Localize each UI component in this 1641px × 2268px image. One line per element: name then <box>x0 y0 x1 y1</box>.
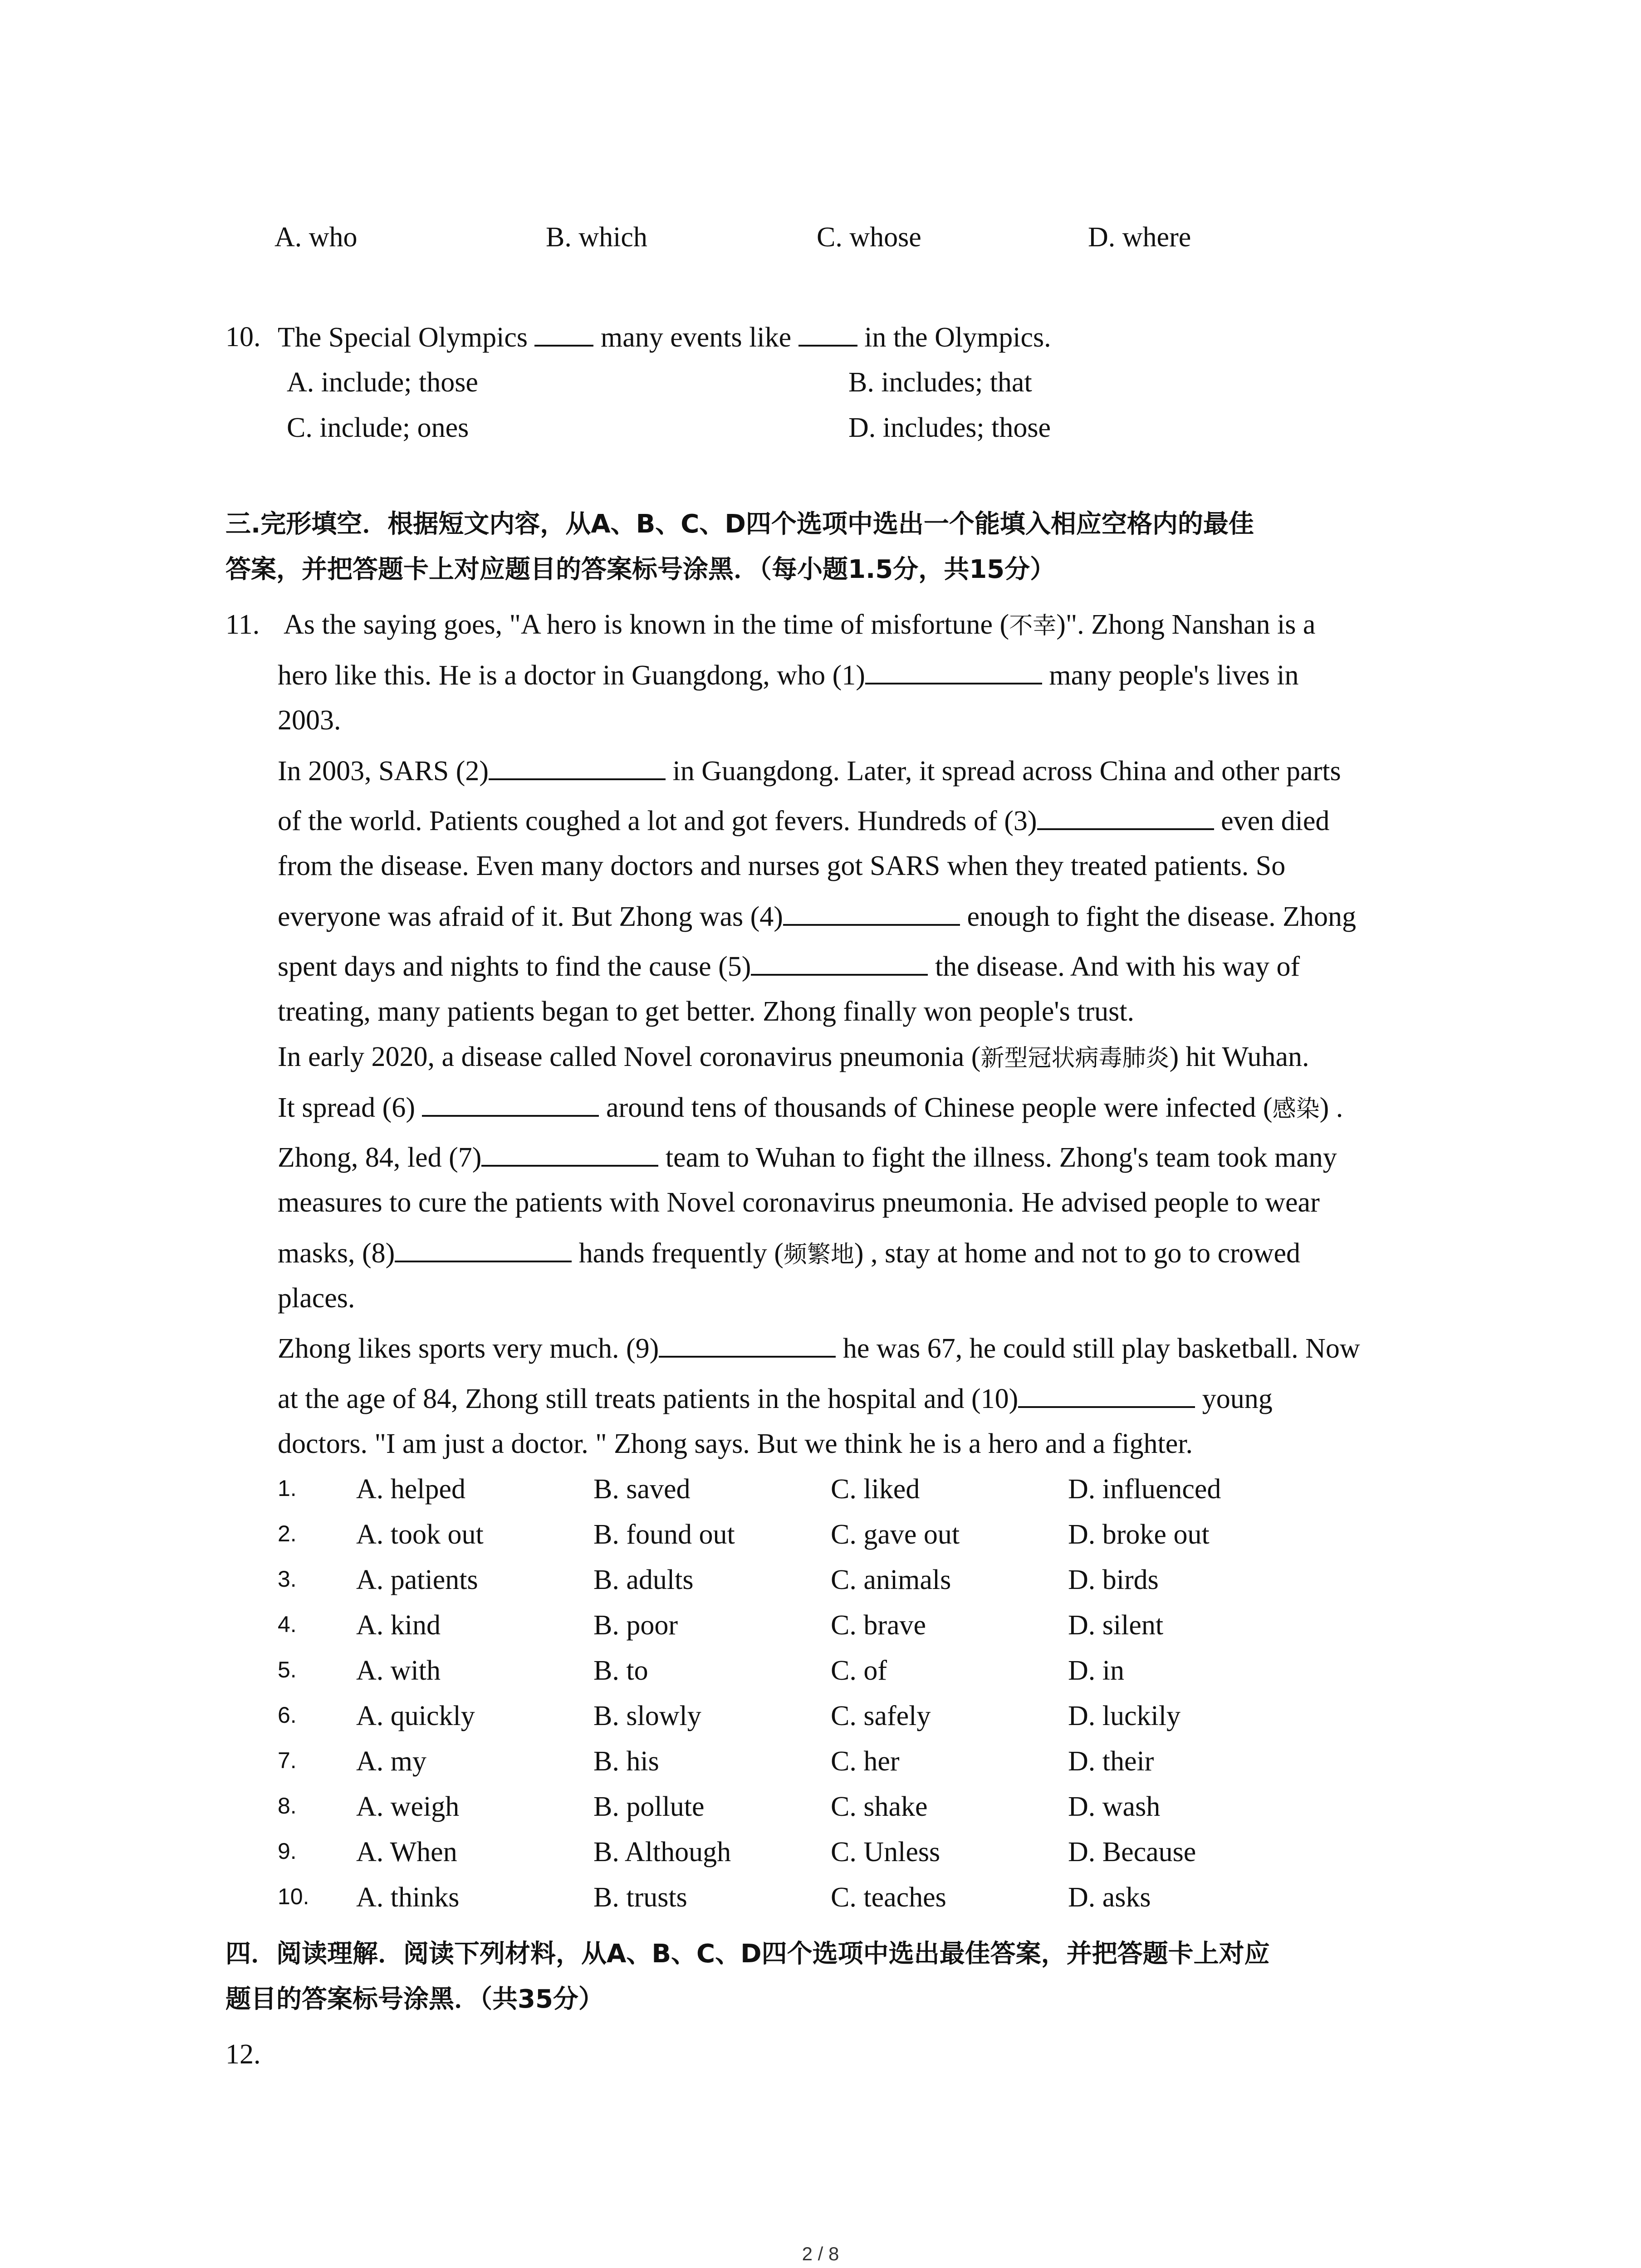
blank-5 <box>751 952 928 976</box>
section-4-heading-line-1: 四．阅读理解．阅读下列材料，从A、B、C、D四个选项中选出最佳答案，并把答题卡上对应 <box>225 1939 1270 1969</box>
passage-line-10: In early 2020, a disease called Novel coronavirus pneumonia (新型冠状病毒肺炎) hit Wuhan. <box>278 1041 1309 1072</box>
q10-text-2: many events like <box>600 322 792 353</box>
choice-option-d: D. birds <box>1068 1564 1159 1595</box>
passage-line-13: measures to cure the patients with Novel coronavirus pneumonia. He advised people to wear <box>278 1187 1320 1218</box>
passage-line-11: It spread (6) around tens of thousands of Chinese people were infected (感染) . <box>278 1092 1343 1123</box>
choice-option-b: B. to <box>593 1655 648 1686</box>
choice-option-a: A. my <box>356 1746 426 1777</box>
choice-option-b: B. trusts <box>593 1882 687 1913</box>
choice-number: 4. <box>278 1612 297 1637</box>
choice-option-b: B. poor <box>593 1610 678 1641</box>
choice-number: 1. <box>278 1476 297 1501</box>
passage-line-5: of the world. Patients coughed a lot and got fevers. Hundreds of (3) even died <box>278 806 1330 836</box>
q10-text-3: in the Olympics. <box>864 322 1051 353</box>
blank-10 <box>1018 1384 1195 1408</box>
choice-option-d: D. luckily <box>1068 1701 1181 1731</box>
passage-line-17: at the age of 84, Zhong still treats patients in the hospital and (10) young <box>278 1383 1273 1414</box>
q10-text-1: The Special Olympics <box>278 322 528 353</box>
blank-9 <box>659 1334 836 1358</box>
q10-option-c: C. include; ones <box>287 412 469 443</box>
passage-line-8: spent days and nights to find the cause (5) the disease. And with his way of <box>278 951 1300 982</box>
choice-number: 3. <box>278 1566 297 1592</box>
choice-number: 10. <box>278 1884 309 1909</box>
blank-6 <box>422 1093 599 1117</box>
choice-option-d: D. their <box>1068 1746 1154 1777</box>
passage-line-1: As the saying goes, "A hero is known in the time of misfortune (不幸)". Zhong Nanshan is a <box>284 609 1316 640</box>
section-3-heading-line-2: 答案，并把答题卡上对应题目的答案标号涂黑．（每小题1.5分，共15分） <box>225 555 1056 584</box>
choice-option-b: B. his <box>593 1746 659 1777</box>
choice-option-c: C. gave out <box>831 1519 960 1550</box>
choice-option-a: A. patients <box>356 1564 478 1595</box>
section-3-heading-line-1: 三.完形填空．根据短文内容，从A、B、C、D四个选项中选出一个能填入相应空格内的最佳 <box>225 509 1254 539</box>
blank-7 <box>481 1143 658 1167</box>
choice-option-b: B. pollute <box>593 1791 705 1822</box>
q10-option-d: D. includes; those <box>848 412 1051 443</box>
choice-option-a: A. with <box>356 1655 441 1686</box>
blank-1 <box>865 661 1042 684</box>
q10-option-b: B. includes; that <box>848 367 1032 398</box>
blank-4 <box>783 902 960 926</box>
choice-number: 2. <box>278 1521 297 1546</box>
passage-line-3: 2003. <box>278 705 341 736</box>
passage-line-18: doctors. "I am just a doctor. " Zhong says. But we think he is a hero and a fighter. <box>278 1428 1193 1459</box>
passage-line-14: masks, (8) hands frequently (频繁地) , stay at home and not to go to crowed <box>278 1238 1301 1269</box>
choice-option-c: C. teaches <box>831 1882 946 1913</box>
passage-line-7: everyone was afraid of it. But Zhong was (4) enough to fight the disease. Zhong <box>278 901 1356 932</box>
q9-option-b: B. which <box>546 222 647 253</box>
choice-option-c: C. safely <box>831 1701 931 1731</box>
choice-option-c: C. Unless <box>831 1837 941 1867</box>
choice-option-b: B. Although <box>593 1837 731 1867</box>
question-11-number: 11. <box>225 609 260 640</box>
passage-line-4: In 2003, SARS (2) in Guangdong. Later, it spread across China and other parts <box>278 756 1341 787</box>
choice-option-a: A. thinks <box>356 1882 460 1913</box>
blank-2 <box>489 757 666 780</box>
choice-option-a: A. When <box>356 1837 457 1867</box>
choice-option-a: A. helped <box>356 1474 466 1505</box>
choice-option-b: B. adults <box>593 1564 694 1595</box>
choice-option-b: B. found out <box>593 1519 735 1550</box>
section-4-heading-line-2: 题目的答案标号涂黑．（共35分） <box>225 1984 604 2014</box>
choice-option-d: D. influenced <box>1068 1474 1221 1505</box>
choice-option-a: A. quickly <box>356 1701 475 1731</box>
q10-blank-2 <box>798 323 857 347</box>
page-number: 2 / 8 <box>802 2243 839 2264</box>
choice-number: 8. <box>278 1793 297 1818</box>
choice-option-a: A. kind <box>356 1610 441 1641</box>
passage-line-9: treating, many patients began to get better. Zhong finally won people's trust. <box>278 996 1134 1027</box>
q9-option-d: D. where <box>1088 222 1191 253</box>
question-10-number: 10. <box>225 322 261 352</box>
choice-option-c: C. her <box>831 1746 900 1777</box>
choice-option-d: D. Because <box>1068 1837 1196 1867</box>
passage-line-2: hero like this. He is a doctor in Guangdong, who (1) many people's lives in <box>278 660 1299 691</box>
choice-option-b: B. slowly <box>593 1701 701 1731</box>
q10-blank-1 <box>534 323 593 347</box>
q10-option-a: A. include; those <box>287 367 478 398</box>
choice-option-c: C. brave <box>831 1610 926 1641</box>
choice-number: 5. <box>278 1657 297 1682</box>
question-12-number: 12. <box>225 2039 261 2070</box>
choice-option-b: B. saved <box>593 1474 691 1505</box>
choice-number: 9. <box>278 1838 297 1864</box>
choice-number: 6. <box>278 1702 297 1728</box>
passage-line-6: from the disease. Even many doctors and nurses got SARS when they treated patients. So <box>278 850 1286 881</box>
choice-option-a: A. weigh <box>356 1791 460 1822</box>
choice-option-d: D. asks <box>1068 1882 1151 1913</box>
passage-line-12: Zhong, 84, led (7) team to Wuhan to fight the illness. Zhong's team took many <box>278 1142 1337 1173</box>
choice-option-d: D. in <box>1068 1655 1124 1686</box>
passage-line-16: Zhong likes sports very much. (9) he was 67, he could still play basketball. Now <box>278 1333 1360 1364</box>
blank-3 <box>1037 807 1214 830</box>
choice-option-d: D. wash <box>1068 1791 1161 1822</box>
choice-option-d: D. silent <box>1068 1610 1164 1641</box>
passage-line-15: places. <box>278 1283 355 1314</box>
choice-option-c: C. of <box>831 1655 887 1686</box>
question-10-stem <box>278 323 1051 352</box>
q9-option-a: A. who <box>274 222 358 253</box>
choice-option-c: C. animals <box>831 1564 951 1595</box>
choice-option-c: C. shake <box>831 1791 928 1822</box>
choice-option-a: A. took out <box>356 1519 484 1550</box>
blank-8 <box>395 1239 572 1262</box>
choice-option-c: C. liked <box>831 1474 920 1505</box>
q9-option-c: C. whose <box>817 222 921 253</box>
choice-number: 7. <box>278 1748 297 1773</box>
choice-option-d: D. broke out <box>1068 1519 1210 1550</box>
